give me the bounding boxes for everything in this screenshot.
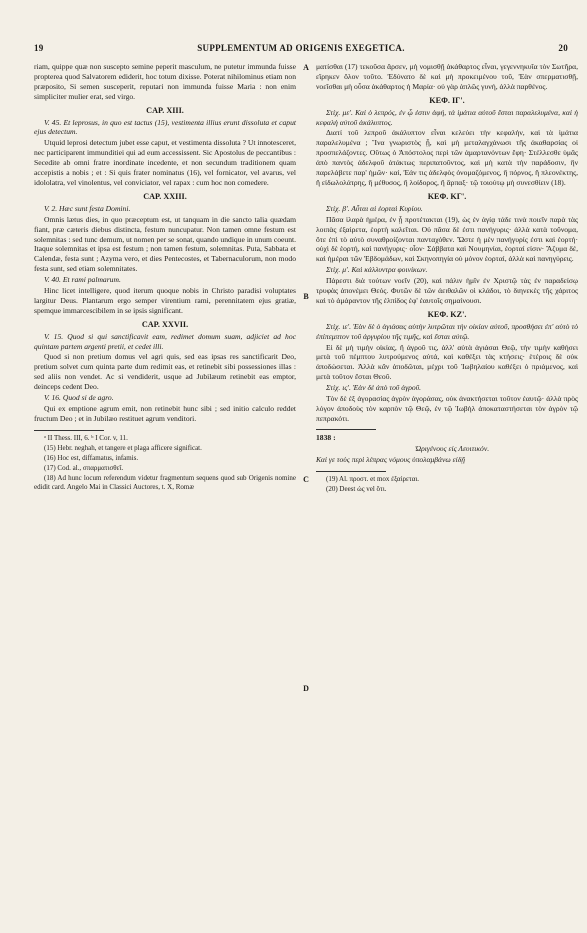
paragraph: Quod si non pretium domus vel agri quis, sed eas ipsas res sanctificarit Deo, pretium solvet cum quinta parte dum redimit eas, et retinebit sibi possessiones illas : sed aliis non vendet. Ac si vendiderit, usque ad Jubilæum retinebit eas emptor, deinceps cedent Deo. xyxy=(34,352,296,392)
footnote-separator xyxy=(316,471,386,472)
running-header xyxy=(34,43,568,57)
greek-column xyxy=(316,62,578,495)
section-rule xyxy=(316,429,376,430)
margin-letter-d: D xyxy=(303,684,309,693)
verse-lemma: V. 2. Hæc sunt festa Domini. xyxy=(44,203,131,213)
fragment-text: Καὶ γε τοὺς περὶ λέπρας νόμους ὑπολαμβάνω εἰδῇ xyxy=(316,454,466,464)
footnote: (16) Hoc est, diffamatus, infamis. xyxy=(44,453,139,462)
paragraph: Utquid leprosi detectum jubet esse caput, et vestimenta dissoluta ? Ut innotesceret, nec participarent immunditiei qui ad eum accessissent. Sic Apostolus de peccantibus : Secedite ab omni fratre inordinate incedente, et non secundum traditionem quam accepistis a nobis ; et : Si quis frater nominatus (16), vel fornicator, vel avarus, vel idololatra, vel vinolentus, vel conviciator, vel rapax : cum hoc non comedere. xyxy=(34,138,296,187)
paragraph: Πάρεστι διὰ τούτων νοεῖν (20), καὶ πάλιν ἡμῖν ἐν Χριστῷ τὰς ἐν παραδείσῳ τρυφὰς ἀπονέμει Θεός. Φυτῶν δὲ τῶν ἀειθαλῶν οἱ κλάδοι, τὸ διηνεκὲς τῆς χάριτος καὶ τὸ ἀμάραντον τῆς ἐλπίδος ἐφ' ἑαυτοῖς σημαίνουσι. xyxy=(316,276,578,305)
footnote: (20) Deest ὡς vel ὅτι. xyxy=(326,484,387,493)
verse-lemma: V. 45. Et leprosus, in quo est tactus (15), vestimenta illius erunt dissoluta et caput ejus detectum. xyxy=(34,117,296,137)
page-number-left: 19 xyxy=(34,43,44,53)
year-label: 1838 : xyxy=(316,432,336,442)
verse-lemma: Στίχ. β'. Αὗται αἱ ἑορταὶ Κυρίου. xyxy=(326,203,423,213)
chapter-heading: CAP. XXVII. xyxy=(141,319,189,329)
latin-column xyxy=(34,62,296,493)
chapter-heading: ΚΕΦ. ΙΓ'. xyxy=(429,95,465,105)
paragraph: Εἰ δὲ μὴ τιμὴν οἰκίας, ἢ ἀγροῦ τις, ἀλλ' αὐτὰ ἁγιάσαι Θεῷ, τὴν τιμὴν καθήσει μετὰ τοῦ πέμπτου λυτρούμενος αὐτά, καὶ καθέξει τὰς κτήσεις· ἑτέροις δὲ οὐκ ἀποδώσεται. Ἀλλὰ κἂν ἀποδῶται, μέχρι τοῦ Ἰωβηλαίου καθέξει ὁ πριάμενος, καὶ μετὰ τοῦτον ἔσται Θεοῦ. xyxy=(316,342,578,382)
footnote: (15) Hebr. neghah, et tangere et plaga afficere significat. xyxy=(44,443,202,452)
verse-lemma: V. 40. Et rami palmarum. xyxy=(44,275,121,285)
verse-lemma: Στίχ. με'. Καὶ ὁ λεπρός, ἐν ᾧ ἐστιν ἁφή, τὰ ἱμάτια αὐτοῦ ἔσται παραλελυμένα, καὶ ἡ κεφαλὴ αὐτοῦ ἀκάλυπτος. xyxy=(316,107,578,127)
verse-lemma: Στίχ. ις'. Ἐὰν δὲ ἀπὸ τοῦ ἀγροῦ. xyxy=(326,383,422,393)
margin-letter-a: A xyxy=(303,63,309,72)
verse-lemma: Στίχ. μ'. Καὶ κάλλυντρα φοινίκων. xyxy=(326,265,428,275)
verse-lemma: V. 16. Quod si de agro. xyxy=(44,393,114,403)
paragraph: Hinc licet intelligere, quod iterum quoque nobis in Christo paradisi voluptates largitur Deus. Plantarum ergo semper virentium rami, perennitatem ejus gratiæ, spemque immarcescibilem in se ipsis significant. xyxy=(34,286,296,315)
chapter-heading: ΚΕΦ. ΚΖ'. xyxy=(427,309,467,319)
paragraph: riam, quippe quæ non suscepto semine peperit masculum, ne putetur immunda fuisse propterea quod Salvatorem ediderit, hoc totum dixisse. Poterat nihilominus etiam non præposito, Si semen susceperit, reputari non immunda fuisse Maria : non enim simpliciter mulier erat, sed virgo. xyxy=(34,62,296,101)
paragraph: Qui ex emptione agrum emit, non retinebit hunc sibi ; sed initio calculo reddet fructum Deo ; et in Jubilæo restituet agrum venditori. xyxy=(34,404,296,423)
paragraph: Omnis lætus dies, in quo præceptum est, ut tanquam in die sancto talia quædam fiant, præ cæteris diebus distincta, festum nuncupatur. Non tamen omne festum est solemnitas : sed tunc demum, ut nomen per se sonat, quando undique in unum coeunt. Itaque solemnitas et ipsa est festum ; non tamen festum, solemnitas. Puta, Sabbata et Calendæ, festa sunt ; Azyma vero, et dies Pentecostes, et Tabernaculorum, non modo festa sunt, sed etiam solemnitates. xyxy=(34,214,296,274)
paragraph: ματίσθαι (17) τεκοῦσα ἄρσεν, μὴ νομισθῇ ἀκάθαρτος εἶναι, γεγεννηκυῖα τὸν Σωτῆρα, εἴρηκεν ὅλον τοῦτο. Ἐδύνατο δὲ καὶ μὴ προκειμένου τοῦ, Ἐὰν σπερματισθῇ, νοεῖσθαι μὴ οὖσα ἀκάθαρτος ἡ Μαρία· οὐ γὰρ ἁπλῶς γυνή, ἀλλὰ παρθένος. xyxy=(316,62,578,91)
page-number-right: 20 xyxy=(558,43,568,53)
margin-letter-c: C xyxy=(303,475,309,484)
chapter-heading: CAP. XXIII. xyxy=(143,191,187,201)
footnote: (17) Cod. al., σπαρματισθεῖ. xyxy=(44,463,124,472)
footnote: (19) Al. προστ. et mox ἐξαίρεται. xyxy=(326,474,420,483)
paragraph: Τὸν δὲ ἐξ ἀγορασίας ἀγρὸν ἀγοράσας, οὐκ ἀνακτήσεται τοῦτον ἑαυτῷ· ἀλλὰ πρὸς λόγον ἀποδοὺς τὸν καρπὸν τῷ Θεῷ, ἐν τῷ Ἰωβὴλ ἀποκαταστήσεται τὸν ἀγρὸν τῷ πεπρακότι. xyxy=(316,394,578,423)
paragraph: Πᾶσα ἱλαρὰ ἡμέρα, ἐν ᾗ προτέτακται (19), ὡς ἐν ἁγίᾳ τάδε τινὰ ποιεῖν παρὰ τὰς λοιπὰς ἐξαίρετα, ἑορτὴ καλεῖται. Οὐ πᾶσα δὲ ἐστι πανήγυρις· ἀλλὰ κατὰ τοὔνομα, ὅτε ἐπὶ τὸ αὐτὸ συναθροίζονται πανταχόθεν. Ὥστε ἡ μὲν πανήγυρίς ἐστι καὶ ἑορτή· οὐχὶ δὲ ἑορτή, καὶ πανήγυρις· οἷον· Σάββατα καὶ Νουμηνίαι, ἑορταί εἰσιν· Ἄζυμα δέ, καὶ ἡμέραι τῶν Ἑβδομάδων, καὶ Σκηνοπηγία οὐ μόνον ἑορταί, ἀλλὰ καὶ πανηγύρεις. xyxy=(316,214,578,264)
margin-letter-b: B xyxy=(303,292,309,301)
header-title: SUPPLEMENTUM AD ORIGENIS EXEGETICA. xyxy=(197,43,405,53)
chapter-heading: ΚΕΦ. ΚΓ'. xyxy=(427,191,467,201)
footnote: ᵃ II Thess. III, 6. ᵇ I Cor. v, 11. xyxy=(44,433,128,442)
verse-lemma: V. 15. Quod si qui sanctificavit eam, redimet domum suam, adjiciet ad hoc quintam partem argenti pretii, et cedet illi. xyxy=(34,331,296,351)
chapter-heading: CAP. XIII. xyxy=(146,105,184,115)
verse-lemma: Στίχ. ιε'. Ἐὰν δὲ ὁ ἁγιάσας αὐτὴν λυτρῶται τὴν οἰκίαν αὐτοῦ, προσθήσει ἐπ' αὐτὸ τὸ ἐπίπεμπτον τοῦ ἀργυρίου τῆς τιμῆς, καὶ ἔσται αὐτῷ. xyxy=(316,321,578,341)
footnote-separator xyxy=(34,430,104,431)
footnote: (18) Ad hunc locum referendum videtur fragmentum sequens quod sub Origenis nomine edidit card. Angelo Mai in Classici Auctores, t. X, Romæ xyxy=(34,473,296,491)
paragraph: Διατί τοῦ λεπροῦ ἀκάλυπτον εἶναι κελεύει τὴν κεφαλήν, καὶ τὰ ἱμάτια παραλελυμένα ; Ἵνα γνωριστὸς ᾖ, καὶ μὴ μεταλαγχάνωσι τῆς ἀκαθαρσίας οἱ προσπελάζοντες. Οὕτως ὁ Ἀπόστολος περὶ τῶν ἁμαρτανόντων ἔφη· Στέλλεσθε ὑμᾶς ἀπὸ παντὸς ἀδελφοῦ ἀτάκτως περιπατοῦντος, καὶ μὴ κατὰ τὴν παράδοσιν, ἣν παρελάβετε παρ' ἡμῶν· καί, Ἐάν τις ἀδελφὸς ὀνομαζόμενος, ἢ πόρνος, ἢ πλεονέκτης, ἢ εἰδωλολάτρης, ἢ μέθυσος, ἢ λοίδορος, ἢ ἅρπαξ· τῷ τοιούτῳ μὴ συνεσθίειν (18). xyxy=(316,128,578,187)
fragment-title: Ὠριγένους εἰς Λευιτικόν. xyxy=(414,443,490,453)
